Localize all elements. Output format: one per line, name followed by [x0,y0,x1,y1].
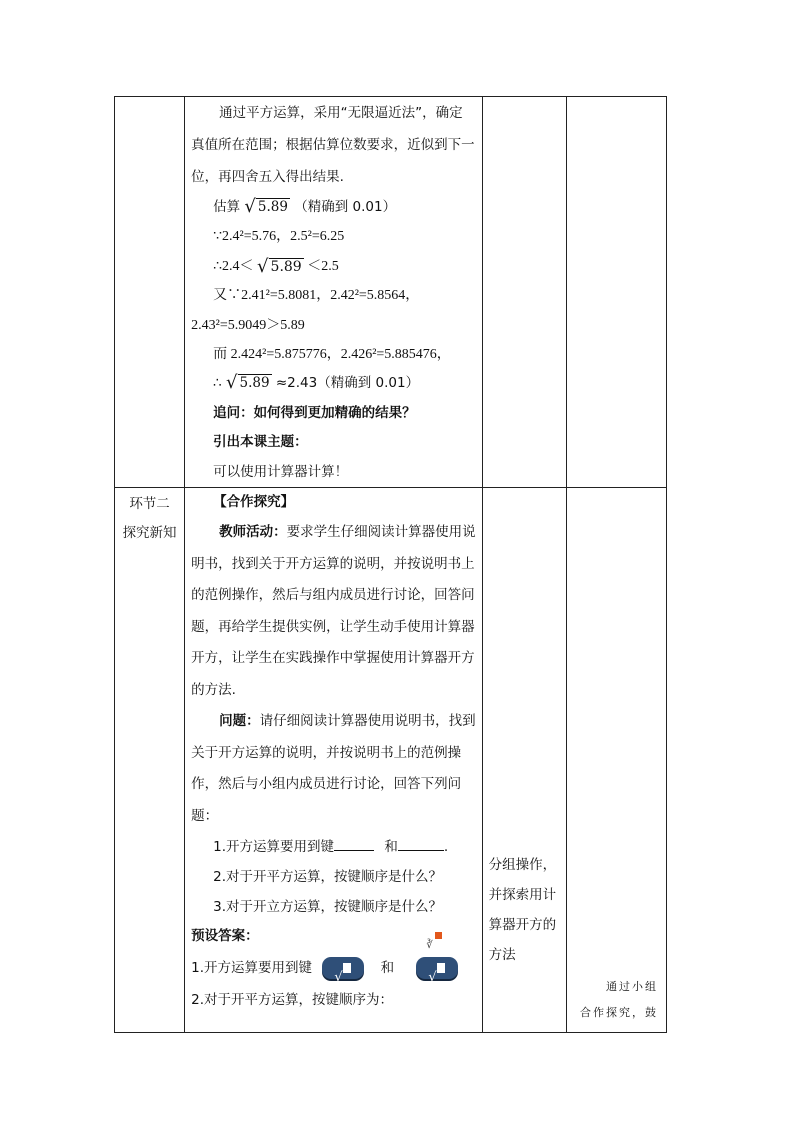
square-root-key-icon: √ [322,957,364,979]
also-line-2: 2.43²=5.9049＞5.89 [191,317,305,333]
estimate-prefix: 估算 [213,199,241,215]
problem-paragraph [191,706,476,832]
answer-1-text: 1.开方运算要用到键 [191,960,313,977]
blank-2 [398,850,444,851]
answer-2: 2.对于开平方运算，按键顺序为： [191,992,394,1009]
design-note-line-2: 合作探究，鼓 [580,1006,658,1019]
stage-label: 环节二 [129,495,170,512]
question-1-end: . [443,839,449,856]
answer-1 [191,940,476,986]
therefore-prefix: ∴2.4＜ [213,258,254,274]
question-2: 2.对于开平方运算，按键顺序是什么？ [213,869,443,886]
lead-in: 引出本课主题： [213,434,308,451]
section-title: 【合作探究】 [213,493,295,510]
design-note [580,974,658,1026]
sqrt-expression: √ 5.89 [244,196,288,217]
student-cell [482,97,566,488]
and-line: 而 2.424²=5.875776，2.426²=5.885476， [213,346,451,362]
result-prefix: ∴ [213,375,227,392]
stage-title: 探究新知 [122,524,177,541]
follow-up-question: 追问：如何得到更加精确的结果？ [213,404,416,421]
teacher-text: 要求学生仔细阅读计算器使用说明书，找到关于开方运算的说明，并按说明书上的范例操作，然后与组内成员进行讨论，回答问题，再给学生提供实例，让学生动手使用计算器开方，让学生在实践操作中掌握使用计算器开方的方法. [191,524,476,698]
sqrt-expression: √ 5.89 [226,372,270,394]
teacher-activity [191,517,476,706]
therefore-suffix: ＜2.5 [307,258,339,274]
table-row [115,97,667,488]
content-cell [185,97,483,488]
table-row [115,487,667,1032]
because-line: ∵2.4²=5.76，2.5²=6.25 [213,229,345,245]
answer-1-and: 和 [380,960,395,977]
lesson-plan-table [114,96,667,1033]
also-line-1: 又∵2.41²=5.8081，2.42²=5.8564， [213,288,420,304]
answer-label: 预设答案： [191,928,259,945]
cube-root-key-icon: ∛ √ [416,950,458,986]
result-suffix: ≈2.43（精确到 0.01） [275,375,420,392]
sqrt-expression: √ 5.89 [257,255,302,277]
question-1-and: 和 [384,839,398,856]
question-3: 3.对于开立方运算，按键顺序是什么？ [213,899,443,916]
stage-cell [115,487,185,1032]
design-note-line-1: 通过小组 [606,980,658,993]
estimate-line [191,193,476,222]
question-1-text: 1.开方运算要用到键 [213,839,335,856]
student-activity: 分组操作，并探索用计算器开方的方法 [488,856,557,963]
student-cell [482,487,566,1032]
content-cell [185,487,483,1032]
estimate-suffix: （精确到 0.01） [294,199,397,215]
teacher-label: 教师活动： [219,524,287,541]
radicand: 5.89 [257,199,288,215]
problem-label: 问题： [219,713,260,730]
question-1 [191,832,476,862]
conclusion: 可以使用计算器计算！ [213,463,349,480]
therefore-line [191,252,476,281]
design-cell [566,97,666,488]
problem-text: 请仔细阅读计算器使用说明书，找到关于开方运算的说明，并按说明书上的范例操作，然后与小组内成员进行讨论，回答下列问题： [191,713,476,824]
radicand: 5.89 [270,258,302,275]
result-line [191,369,476,398]
design-cell [566,487,666,1032]
intro-paragraph: 通过平方运算，采用“无限逼近法”，确定真值所在范围；根据估算位数要求，近似到下一位，再四舍五入得出结果. [191,105,475,185]
blank-1 [334,850,374,851]
radicand: 5.89 [239,375,270,392]
stage-cell [115,97,185,488]
